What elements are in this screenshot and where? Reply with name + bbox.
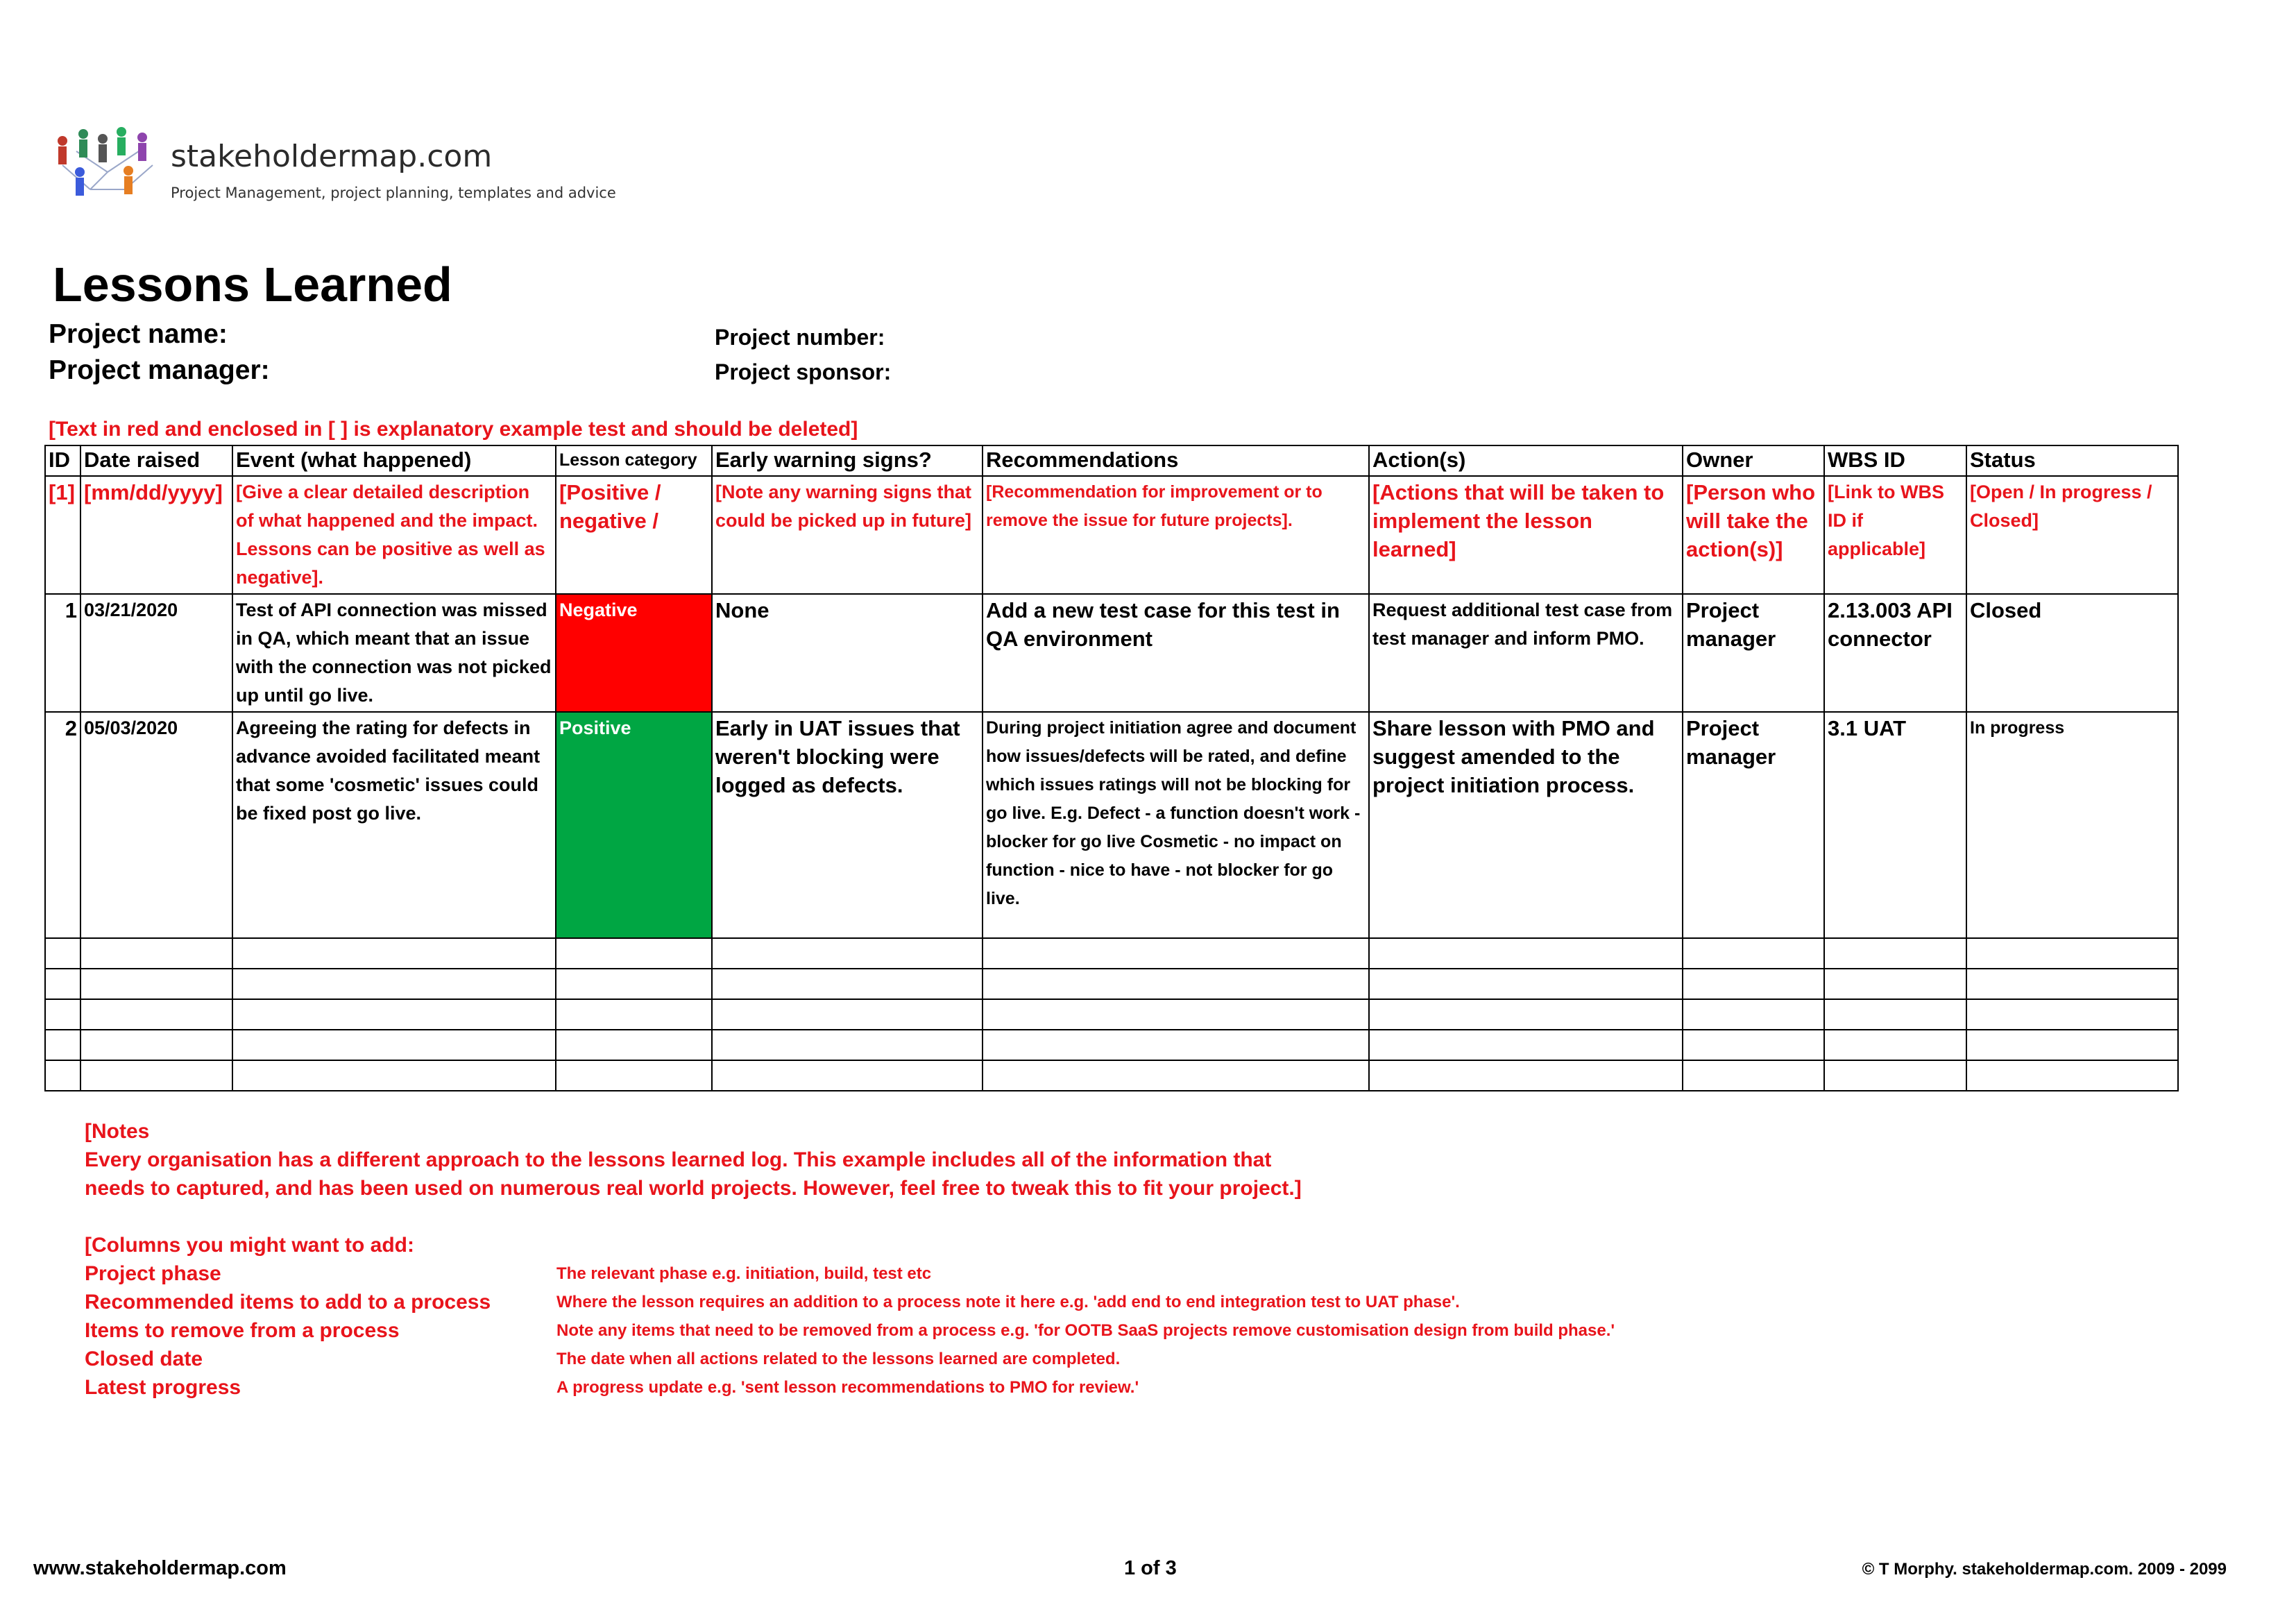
table-cell: [Person who will take the action(s)] [1683, 476, 1824, 594]
empty-row [45, 999, 2178, 1030]
list-item [85, 1259, 1819, 1288]
table-cell: Closed [1966, 594, 2178, 712]
header-wbs-id: WBS ID [1824, 445, 1966, 476]
logo-tagline: Project Management, project planning, templates and advice [171, 185, 616, 201]
header-recommendations: Recommendations [983, 445, 1369, 476]
column-name: Project phase [85, 1262, 221, 1285]
table-cell: Request additional test case from test manager and inform PMO. [1369, 594, 1683, 712]
table-cell: Early in UAT issues that weren't blocking were logged as defects. [712, 712, 983, 938]
instruction-note: [Text in red and enclosed in [ ] is explanatory example test and should be deleted] [49, 418, 858, 441]
table-cell: 1 [45, 594, 80, 712]
notes-line: Every organisation has a different approach to the lessons learned log. This example includes all of the information that [85, 1148, 1272, 1171]
logo [49, 124, 167, 207]
columns-heading: [Columns you might want to add: [85, 1234, 414, 1257]
header-lesson-category: Lesson category [556, 445, 712, 476]
footer-copyright: © T Morphy. stakeholdermap.com. 2009 - 2099 [1862, 1560, 2227, 1579]
project-manager-label: Project manager: [49, 355, 270, 385]
header-date-raised: Date raised [80, 445, 232, 476]
table-cell: Test of API connection was missed in QA, which meant that an issue with the connection was not picked up until go live. [232, 594, 556, 712]
header-early-warning: Early warning signs? [712, 445, 983, 476]
table-cell: [Open / In progress / Closed] [1966, 476, 2178, 594]
table-cell: Agreeing the rating for defects in advance avoided facilitated meant that some 'cosmetic' issues could be fixed post go live. [232, 712, 556, 938]
lesson-category-positive: Positive [556, 712, 712, 938]
header-status: Status [1966, 445, 2178, 476]
notes-line: needs to captured, and has been used on numerous real world projects. However, feel free to tweak this to fit your project.] [85, 1177, 1302, 1200]
table-cell: None [712, 594, 983, 712]
project-number-label: Project number: [715, 325, 885, 350]
table-cell: In progress [1966, 712, 2178, 938]
table-cell: Add a new test case for this test in QA environment [983, 594, 1369, 712]
column-desc: A progress update e.g. 'sent lesson recommendations to PMO for review.' [556, 1378, 1139, 1397]
table-cell: [Give a clear detailed description of what happened and the impact. Lessons can be positive as well as negative]. [232, 476, 556, 594]
table-row [45, 594, 2178, 712]
logo-name: stakeholdermap.com [171, 139, 493, 174]
project-name-label: Project name: [49, 319, 228, 349]
table-cell: 2.13.003 API connector [1824, 594, 1966, 712]
column-desc: The date when all actions related to the lessons learned are completed. [556, 1350, 1121, 1368]
column-desc: The relevant phase e.g. initiation, build, test etc [556, 1264, 932, 1283]
table-cell: 3.1 UAT [1824, 712, 1966, 938]
suggested-columns-list [85, 1259, 1819, 1402]
column-desc: Note any items that need to be removed from a process e.g. 'for OOTB SaaS projects remove customisation design from build phase.' [556, 1321, 1615, 1340]
list-item [85, 1316, 1819, 1345]
example-row [45, 476, 2178, 594]
page-title: Lessons Learned [53, 257, 452, 312]
table-cell: 03/21/2020 [80, 594, 232, 712]
column-name: Closed date [85, 1348, 203, 1370]
footer-page-number: 1 of 3 [1124, 1557, 1177, 1579]
header-id: ID [45, 445, 80, 476]
table-cell: During project initiation agree and document how issues/defects will be rated, and define which issues ratings will not be blocking for go live. E.g. Defect - a function doesn't work - blocker for go live Cosmetic - no impact on function - nice to have - not blocker for go live. [983, 712, 1369, 938]
list-item [85, 1345, 1819, 1373]
table-cell: [Recommendation for improvement or to remove the issue for future projects]. [983, 476, 1369, 594]
table-cell: 05/03/2020 [80, 712, 232, 938]
list-item [85, 1288, 1819, 1316]
table-cell: [mm/dd/yyyy] [80, 476, 232, 594]
column-desc: Where the lesson requires an addition to a process note it here e.g. 'add end to end integration test to UAT phase'. [556, 1293, 1460, 1311]
lesson-category-negative: Negative [556, 594, 712, 712]
table-cell: 2 [45, 712, 80, 938]
header-event: Event (what happened) [232, 445, 556, 476]
table-cell: Project manager [1683, 594, 1824, 712]
empty-row [45, 938, 2178, 969]
header-owner: Owner [1683, 445, 1824, 476]
table-cell: [Note any warning signs that could be picked up in future] [712, 476, 983, 594]
notes-section [85, 1117, 1681, 1259]
empty-row [45, 1060, 2178, 1091]
column-name: Recommended items to add to a process [85, 1291, 491, 1314]
empty-row [45, 969, 2178, 999]
header-actions: Action(s) [1369, 445, 1683, 476]
table-cell: Project manager [1683, 712, 1824, 938]
empty-row [45, 1030, 2178, 1060]
stakeholders-logo-icon [49, 124, 167, 207]
column-name: Items to remove from a process [85, 1319, 400, 1342]
table-cell: [Actions that will be taken to implement the lesson learned] [1369, 476, 1683, 594]
project-sponsor-label: Project sponsor: [715, 359, 892, 384]
lessons-table [44, 445, 2179, 1091]
column-name: Latest progress [85, 1376, 241, 1399]
list-item [85, 1373, 1819, 1402]
notes-heading: [Notes [85, 1120, 150, 1143]
footer-website-link[interactable]: www.stakeholdermap.com [33, 1557, 287, 1579]
table-header-row [45, 445, 2178, 476]
table-cell: [Positive / negative / [556, 476, 712, 594]
table-cell: [1] [45, 476, 80, 594]
table-cell: Share lesson with PMO and suggest amended to the project initiation process. [1369, 712, 1683, 938]
table-row [45, 712, 2178, 938]
table-cell: [Link to WBS ID if applicable] [1824, 476, 1966, 594]
